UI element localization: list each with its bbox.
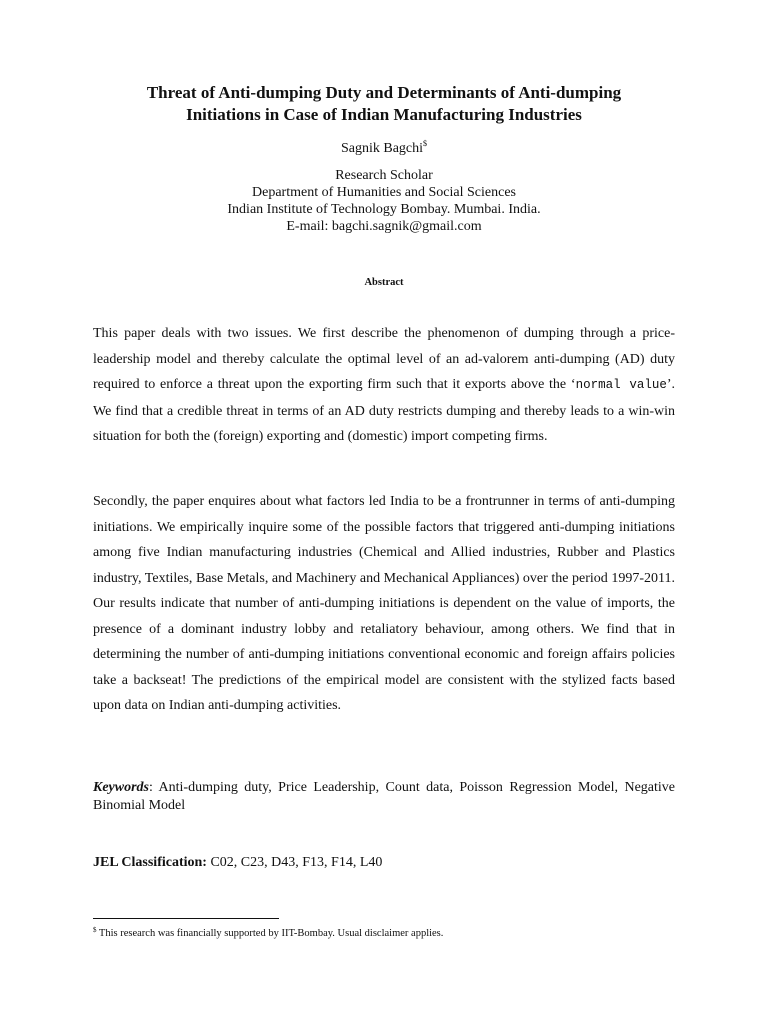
author-text: Sagnik Bagchi [340, 141, 424, 156]
abstract-heading: Abstract [364, 277, 404, 288]
affiliation-department: Department of Humanities and Social Sciences [252, 185, 516, 200]
author-name [0, 140, 768, 158]
author-footnote-mark: $ [423, 139, 428, 148]
affiliation-role: Research Scholar [335, 168, 433, 183]
footnote-divider [93, 918, 279, 919]
author-affiliation [0, 167, 768, 235]
jel-codes: C02, C23, D43, F13, F14, L40 [206, 855, 383, 870]
jel-classification [93, 854, 675, 872]
keywords-text: : Anti-dumping duty, Price Leadership, Count data, Poisson Regression Model, Negative Binomial Model [93, 780, 675, 813]
keywords [93, 779, 675, 814]
footnote-mark: $ [93, 926, 97, 934]
abstract-p1-part-1: This paper deals with two issues. We first describe the phenomenon of dumping through a price-leadership model and thereby calculate the optimal level of an ad-valorem anti-dumping (AD) duty required to enforce a threat upon the exporting firm such that it exports above the ‘ [93, 326, 675, 392]
affiliation-institute: Indian Institute of Technology Bombay. Mumbai. India. [227, 202, 541, 217]
keywords-label: Keywords [93, 780, 149, 795]
affiliation-email: E-mail: bagchi.sagnik@gmail.com [286, 219, 482, 234]
abstract-paragraph-1 [93, 321, 675, 450]
title-line-1: Threat of Anti-dumping Duty and Determinants of Anti-dumping [146, 83, 622, 102]
footnote-text: This research was financially supported by IIT-Bombay. Usual disclaimer applies. [96, 928, 444, 939]
footnote [93, 927, 693, 940]
title-line-2: Initiations in Case of Indian Manufacturing Industries [186, 105, 582, 124]
abstract-p1-term: normal value [575, 378, 667, 392]
abstract-paragraph-2: Secondly, the paper enquires about what factors led India to be a frontrunner in terms of anti-dumping initiations. We empirically inquire some of the possible factors that triggered anti-dumping initiations among five Indian manufacturing industries (Chemical and Allied industries, Rubber and Plastics industry, Textiles, Base Metals, and Machinery and Mechanical Appliances) over the period 1997-2011. Our results indicate that number of anti-dumping initiations is dependent on the value of imports, the presence of a dominant industry lobby and retaliatory behaviour, among others. We find that in determining the number of anti-dumping initiations conventional economic and foreign affairs policies take a backseat! The predictions of the empirical model are consistent with the stylized facts based upon data on Indian anti-dumping activities. [93, 494, 675, 713]
jel-label: JEL Classification: [93, 855, 207, 870]
abstract-p1-part-2: ’. We find that a credible threat in terms of an AD duty restricts dumping and thereby leads to a win-win situation for both the (foreign) exporting and (domestic) import competing firms. [93, 377, 675, 444]
paper-title [60, 82, 708, 126]
